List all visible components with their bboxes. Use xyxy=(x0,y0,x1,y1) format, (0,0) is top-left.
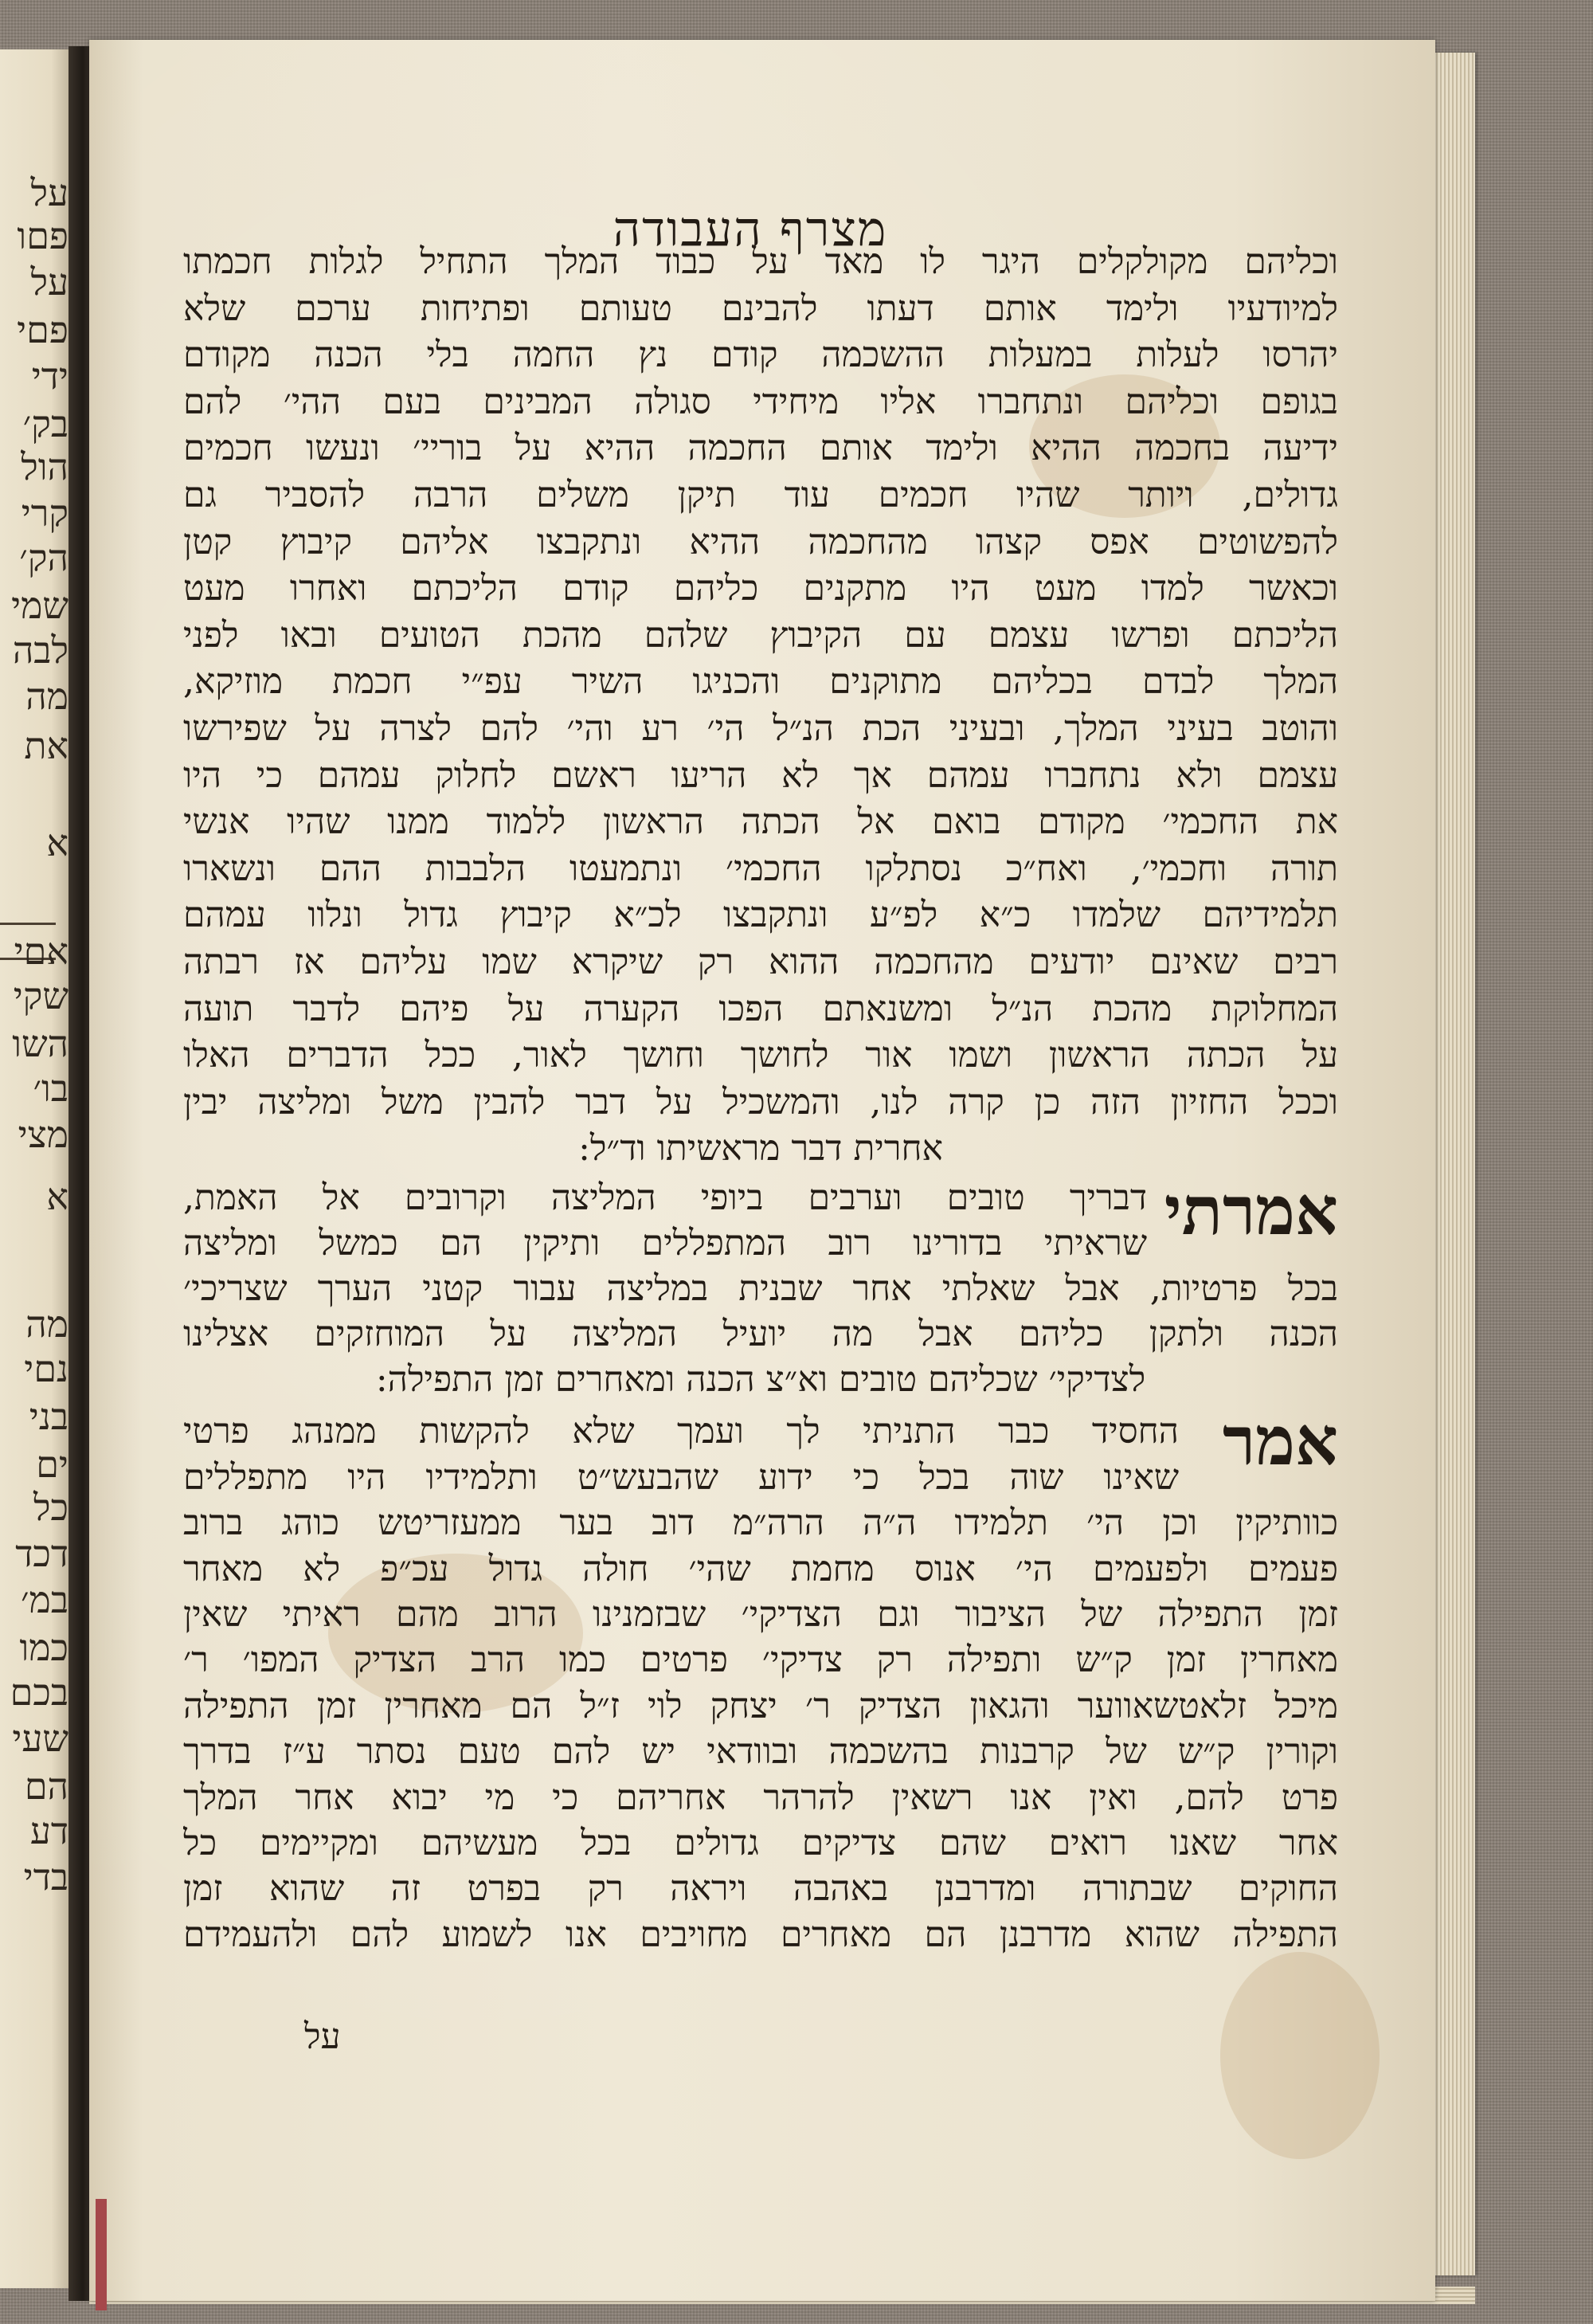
text-line: את החכמי׳ מקודם בואם אל הכתה הראשון ללמוד ממנו שהיו אנשי xyxy=(183,801,1338,843)
left-page-line: השו xyxy=(12,1022,68,1065)
left-page-line: ידי xyxy=(31,355,68,398)
left-page-line: מה xyxy=(25,675,68,718)
text-line: אחר שאנו רואים שהם צדיקים גדולים בכל מעשיהם ומקיימים כל xyxy=(183,1823,1338,1864)
left-page-line: כל xyxy=(33,1486,68,1529)
left-page-line: ים xyxy=(36,1443,68,1486)
text-line: תלמידיהם שלמדו כ״א לפ״ע ונתקבצו לכ״א קיבוץ גדול ונלוו עמהם xyxy=(183,895,1338,936)
paragraph-opener: אמר xyxy=(1223,1401,1338,1481)
left-page-line: שקי xyxy=(13,974,68,1017)
bookmark-ribbon xyxy=(96,2199,107,2310)
text-line: תורה וחכמי׳, ואח״כ נסתלקו החכמי׳ ונתמעטו הלבבות ההם ונשארו xyxy=(183,848,1338,889)
text-line: זמן התפילה של הציבור וגם הצדיקי׳ שבזמנינו הרוב מהם ראיתי שאין xyxy=(183,1594,1338,1635)
text-line: הליכתם ופרשו עצמם עם הקיבוץ שלהם מהכת הטועים ובאו לפני xyxy=(183,614,1338,656)
text-line: כוותיקין וכן הי׳ תלמידו ה״ה הרה״מ דוב בער ממעזריטש כוהג ברוב xyxy=(183,1503,1338,1544)
text-line: שראיתי בדורינו רוב המתפללים ותיקין הם כמשל ומליצה xyxy=(183,1223,1147,1264)
text-line: להפשוטים אפס קצהו מהחכמה ההיא ונתקבצו אליהם קיבוץ קטן xyxy=(183,521,1338,562)
left-page-line: כמו xyxy=(19,1626,68,1669)
text-line: על הכתה הראשון ושמו אור לחושך וחושך לאור, ככל הדברים האלו xyxy=(183,1035,1338,1076)
paragraph-end-line: אחרית דבר מראשיתו וד״ל: xyxy=(578,1128,943,1170)
text-line: והוטב בעיני המלך, ובעיני הכת הנ״ל הי׳ רע והי׳ להם לצרה על שפירשו xyxy=(183,708,1338,749)
text-line: דבריך טובים וערבים ביופי המליצה וקרובים אל האמת, xyxy=(183,1178,1147,1219)
text-line: בגופם וכליהם ונתחברו אליו מיחידי סגולה המבינים בעם ההי׳ להם xyxy=(183,381,1338,422)
left-page-line: בדי xyxy=(23,1856,68,1899)
text-line: רבים שאינם יודעים מהחכמה ההוא רק שיקרא שמו עליהם אז רבתה xyxy=(183,942,1338,982)
left-page-line: על xyxy=(30,261,68,304)
left-page-line: מצי xyxy=(18,1113,68,1156)
text-line: בכל פרטיות, אבל שאלתי אחר שבנית במליצה עבור קטני הערך שצריכי׳ xyxy=(183,1268,1338,1310)
text-line: וכליהם מקולקלים היגר לו מאד על כבוד המלך התחיל לגלות חכמתו xyxy=(183,241,1338,282)
left-page-line: דע xyxy=(29,1809,68,1852)
text-line: יהרסו לעלות במעלות ההשכמה קודם נץ החמה בלי הכנה מקודם xyxy=(183,335,1338,376)
text-line: התפילה שהוא מדרבנן הם מאחרים מחויבים אנו לשמוע להם ולהעמידם xyxy=(183,1914,1338,1955)
left-page-line: על xyxy=(30,171,68,214)
text-line: מיכל זלאטשאווער והגאון הצדיק ר׳ יצחק לוי ז״ל הם מאחרין זמן התפילה xyxy=(183,1685,1338,1726)
left-page-line: את xyxy=(24,724,68,767)
text-line: שאינו שוה בכל כי ידוע שהבעש״ט ותלמידיו היו מתפללים xyxy=(183,1456,1179,1498)
left-page-line: א xyxy=(46,1175,68,1218)
text-line: החסיד כבר התניתי לך ועמך שלא להקשות ממנהג פרטי xyxy=(183,1411,1179,1452)
left-page-line: הם xyxy=(24,1765,68,1808)
text-line: החוקים שבתורה ומדרבנן באהבה ויראה רק בפרט זה שהוא זמן xyxy=(183,1868,1338,1910)
left-page-line: במ׳ xyxy=(20,1578,68,1621)
text-line: פעמים ולפעמים הי׳ אנוס מחמת שהי׳ חולה גדול עכ״פ לא מאחר xyxy=(183,1548,1338,1589)
catchword: על xyxy=(304,2016,341,2057)
text-line: וקורין ק״ש של קרבנות בהשכמה ובוודאי יש להם טעם נסתר ע״ז בדרך xyxy=(183,1731,1338,1773)
left-page-line: קרי xyxy=(21,492,68,535)
running-header: מצרף העבודה xyxy=(613,202,888,257)
left-page-line: פםו xyxy=(17,214,68,257)
left-page-line: מה xyxy=(25,1303,68,1346)
left-page-line: לבה xyxy=(12,629,68,672)
left-page-line: הול xyxy=(21,445,68,488)
left-page-line: דכד xyxy=(15,1532,68,1575)
text-line: וככל החזיון הזה כן קרה לנו, והמשכיל על דבר להבין משל ומליצה יבין xyxy=(183,1081,1338,1123)
text-line: גדולים, ויותר שהיו חכמים עוד תיקן משלים הרבה להסביר גם xyxy=(183,475,1338,515)
left-page-line: בו׳ xyxy=(33,1067,68,1110)
text-line: למיודעיו ולימד אותם דעתו להבינם טעותם ופתיחות ערכם שלא xyxy=(183,288,1338,329)
paragraph-opener: אמרתי xyxy=(1164,1171,1338,1251)
left-page-line: בני xyxy=(29,1395,68,1438)
left-page-line: בק׳ xyxy=(22,402,68,445)
right-page xyxy=(89,40,1435,2301)
text-line: עצמם ולא נתחברו עמהם אך לא הריעו ראשם לחלוק עמהם כי היו xyxy=(183,754,1338,796)
left-page-line: אםי xyxy=(14,930,68,973)
text-line: הכנה ולתקן כליהם אבל מה יועיל המליצה על המוחזקים אצלינו xyxy=(183,1314,1338,1355)
left-page-line: הק׳ xyxy=(19,536,68,579)
text-line: פרט להם, ואין אנו רשאין להרהר אחריהם כי מי יבוא אחר המלך xyxy=(183,1777,1338,1818)
text-line: מאחרין זמן ק״ש ותפילה רק צדיקי׳ פרטים כמו הרב הצדיק המפו׳ ר׳ xyxy=(183,1640,1338,1681)
left-page-line: שמי xyxy=(11,584,68,627)
text-line: המחלוקת מהכת הנ״ל ומשנאתם הפכו הקערה על פיהם לדבר תועה xyxy=(183,988,1338,1029)
text-line: ידיעה בחכמה ההיא ולימד אותם החכמה ההיא על בוריי׳ ונעשו חכמים xyxy=(183,428,1338,469)
left-facing-page xyxy=(0,49,73,2288)
paragraph-end-line: לצדיקי׳ שכליהם טובים וא״צ הכנה ומאחרים זמן התפילה: xyxy=(375,1359,1146,1401)
text-line: המלך לבדם בכליהם מתוקנים והכניגו השיר עפ״י חכמת מוזיקא, xyxy=(183,661,1338,703)
left-page-line: א xyxy=(46,821,68,864)
left-page-line: פםי xyxy=(17,308,68,351)
left-page-line: שעי xyxy=(12,1717,68,1760)
paper-stain xyxy=(1220,1952,1380,2159)
text-line: וכאשר למדו מעט היו מתקנים כליהם קודם הליכתם ואחרו מעט xyxy=(183,568,1338,609)
left-page-line: נםי xyxy=(24,1347,68,1390)
left-page-rule xyxy=(0,923,56,925)
left-page-line: בכם xyxy=(10,1671,68,1714)
